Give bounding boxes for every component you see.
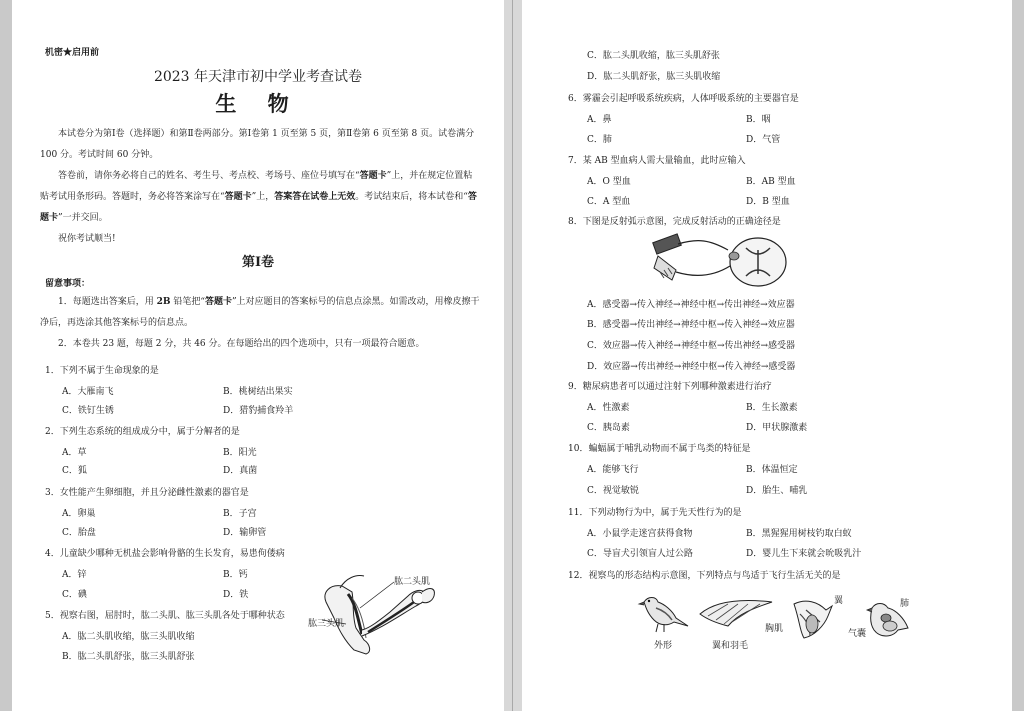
question-1-option-b: B．桃树结出果实 <box>223 387 293 397</box>
notes-heading: 留意事项： <box>45 279 91 289</box>
question-10-stem: 10．蝙蝠属于哺乳动物而不属于鸟类的特征是 <box>568 444 751 454</box>
question-6-option-d: D．气管 <box>746 135 781 145</box>
question-7-stem: 7．某 AB 型血病人需大量输血，此时应输入 <box>568 156 746 166</box>
exam-page-left <box>12 0 504 711</box>
question-7-option-b: B．AB 型血 <box>746 177 796 187</box>
label-triceps: 肱三头肌 <box>308 619 345 629</box>
question-5-option-a: A．肱二头肌收缩，肱三头肌收缩 <box>62 632 195 642</box>
note-1: 1．每题选出答案后，用 2B 铅笔把“答题卡”上对应题目的答案标号的信息点涂黑。如需改动，用橡皮擦干净后，再选涂其他答案标号的信息点。 <box>40 297 480 328</box>
question-11-option-c: C．导盲犬引领盲人过公路 <box>587 549 693 559</box>
question-1-option-d: D．猎豹捕食羚羊 <box>223 406 294 416</box>
question-6-option-a: A．鼻 <box>587 115 612 125</box>
question-3-stem: 3．女性能产生卵细胞，并且分泌雌性激素的器官是 <box>45 488 249 498</box>
note-2: 2．本卷共 23 题，每题 2 分，共 46 分。在每题给出的四个选项中，只有一项最符合题意。 <box>58 339 425 349</box>
page-gutter <box>504 0 522 711</box>
question-9-option-d: D．甲状腺激素 <box>746 423 808 433</box>
question-5-stem: 5．视察右图，屈肘时，肱二头肌、肱三头肌各处于哪种状态 <box>45 611 285 621</box>
question-2-option-a: A．草 <box>62 448 87 458</box>
question-7-option-a: A．O 型血 <box>587 177 631 187</box>
question-6-stem: 6．雾霾会引起呼吸系统疾病，人体呼吸系统的主要器官是 <box>568 94 799 104</box>
label-air-sac: 气囊 <box>848 629 867 639</box>
question-9-option-a: A．性激素 <box>587 403 630 413</box>
question-11-option-d: D．婴儿生下来就会吮吸乳汁 <box>746 549 862 559</box>
question-4-option-d: D．铁 <box>223 590 249 600</box>
question-10-option-b: B．体温恒定 <box>746 465 798 475</box>
bird-wing-figure <box>698 596 774 630</box>
question-1-option-c: C．铁钉生锈 <box>62 406 114 416</box>
question-2-option-d: D．真菌 <box>223 466 258 476</box>
question-8-option-d: D．效应器→传出神经→神经中枢→传入神经→感受器 <box>587 362 796 372</box>
question-8-option-a: A．感受器→传入神经→神经中枢→传出神经→效应器 <box>587 300 795 310</box>
question-9-stem: 9．糖尿病患者可以通过注射下列哪种激素进行治疗 <box>568 382 772 392</box>
exam-page-right <box>522 0 1012 711</box>
question-4-option-b: B．钙 <box>223 570 248 580</box>
label-bird-shape: 外形 <box>654 641 673 651</box>
question-5-option-c: C．肱二头肌收缩，肱三头肌舒张 <box>587 51 720 61</box>
question-2-stem: 2．下列生态系统的组成成分中，属于分解者的是 <box>45 427 240 437</box>
question-11-option-a: A．小鼠学走迷宫获得食物 <box>587 529 693 539</box>
question-6-option-b: B．咽 <box>746 115 771 125</box>
question-4-stem: 4．儿童缺少哪种无机盐会影响骨骼的生长发育，易患佝偻病 <box>45 549 285 559</box>
question-8-option-b: B．感受器→传出神经→神经中枢→传入神经→效应器 <box>587 320 795 330</box>
question-12-stem: 12．视察鸟的形态结构示意图，下列特点与鸟适于飞行生活无关的是 <box>568 571 841 581</box>
question-7-option-d: D．B 型血 <box>746 197 790 207</box>
intro-paragraph-3: 祝你考试顺当! <box>58 234 116 244</box>
question-8-stem: 8．下图是反射弧示意图，完成反射活动的正确途径是 <box>568 217 781 227</box>
question-6-option-c: C．肺 <box>587 135 612 145</box>
confidential-mark: 机密★启用前 <box>45 48 100 58</box>
intro-paragraph-2: 答卷前，请你务必将自己的姓名、考生号、考点校、考场号、座位号填写在“答题卡”上，并在规定位置粘贴考试用条形码。答题时，务必将答案涂写在“答题卡”上，答案答在试卷上无效。考试结束后，将本试卷和“答题卡”一并交回。 <box>40 171 477 223</box>
label-chest-muscle: 胸肌 <box>765 624 784 634</box>
question-9-option-b: B．生长激素 <box>746 403 798 413</box>
question-2-option-c: C．狐 <box>62 466 87 476</box>
label-wing-and-feather: 翼和羽毛 <box>712 641 749 651</box>
label-biceps: 肱二头肌 <box>394 577 431 587</box>
reflex-arc-figure <box>650 232 800 292</box>
question-7-option-c: C．A 型血 <box>587 197 631 207</box>
question-5-option-b: B．肱二头肌舒张，肱三头肌舒张 <box>62 652 195 662</box>
subject-title: 生 物 <box>215 91 301 116</box>
question-11-option-b: B．黑猩猩用树枝钓取白蚁 <box>746 529 852 539</box>
intro-paragraph-1: 本试卷分为第Ⅰ卷（选择题）和第Ⅱ卷两部分。第Ⅰ卷第 1 页至第 5 页，第Ⅱ卷第 6 页至第 8 页。试卷满分 100 分。考试时间 60 分钟。 <box>40 129 475 160</box>
question-8-option-c: C．效应器→传入神经→神经中枢→传出神经→感受器 <box>587 341 796 351</box>
label-lung: 肺 <box>900 599 910 609</box>
question-3-option-d: D．输卵管 <box>223 528 267 538</box>
question-5-option-d: D．肱二头肌舒张，肱三头肌收缩 <box>587 72 721 82</box>
question-1-option-a: A．大雁南飞 <box>62 387 114 397</box>
question-4-option-c: C．碘 <box>62 590 87 600</box>
question-3-option-a: A．卵巢 <box>62 509 96 519</box>
bird-skeleton-figure <box>786 596 834 642</box>
question-3-option-c: C．胎盘 <box>62 528 96 538</box>
question-9-option-c: C．胰岛素 <box>587 423 630 433</box>
paper-title: 2023 年天津市初中学业考查试卷 <box>153 69 363 85</box>
label-wing-bone: 翼 <box>834 596 844 606</box>
question-1-stem: 1．下列不属于生命现象的是 <box>45 366 159 376</box>
volume-title: 第Ⅰ卷 <box>241 255 275 270</box>
question-2-option-b: B．阳光 <box>223 448 257 458</box>
question-10-option-a: A．能够飞行 <box>587 465 639 475</box>
bird-outline-figure <box>638 592 690 634</box>
question-4-option-a: A．锌 <box>62 570 87 580</box>
question-3-option-b: B．子宫 <box>223 509 257 519</box>
question-10-option-c: C．视觉敏锐 <box>587 486 639 496</box>
question-11-stem: 11．下列动物行为中，属于先天性行为的是 <box>568 508 742 518</box>
question-10-option-d: D．胎生、哺乳 <box>746 486 808 496</box>
